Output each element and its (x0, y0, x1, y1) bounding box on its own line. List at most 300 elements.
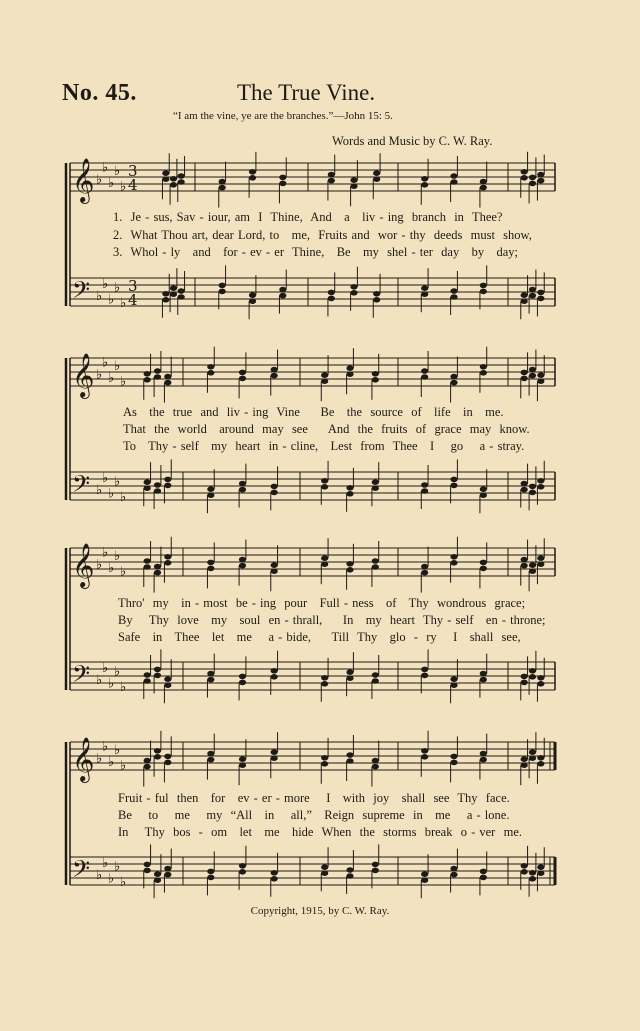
system-4-bass-clef: 𝄢 (72, 855, 91, 888)
system-2-treble-note (372, 377, 379, 383)
composer-attribution: Words and Music by C. W. Ray. (332, 134, 493, 148)
system-3-bass-note (529, 668, 536, 674)
system-1-treble-note (529, 181, 536, 187)
system-2-bass-note (271, 490, 278, 496)
system-3-bass-note (521, 674, 528, 680)
system-2-bass-note (450, 483, 457, 489)
system-3-treble-note (480, 566, 487, 572)
system-2-treble-note (154, 368, 161, 374)
system-4-bass-note (144, 868, 151, 874)
system-3-treble-note (450, 554, 457, 560)
system-4-treble-note (321, 761, 328, 767)
system-2-bass-note (372, 479, 379, 485)
system-4-bass-note (521, 869, 528, 875)
system-4-bass-note (164, 866, 171, 872)
system-1-treble-note (219, 179, 226, 185)
system-1-bass-note (350, 290, 357, 296)
system-1-treble-note (421, 182, 428, 188)
system-2-bass-note (239, 481, 246, 487)
system-3-bass-note (480, 671, 487, 677)
system-3-treble-note (421, 564, 428, 570)
system-2-treble-note (537, 378, 544, 384)
system-1-treble-note (537, 178, 544, 184)
system-1-treble-note (219, 185, 226, 191)
system-4-bass-note (321, 864, 328, 870)
system-2-treble-note (164, 374, 171, 380)
system-3-bass-flat: ♭ (96, 673, 103, 688)
system-3-bass-note (346, 675, 353, 681)
system-4-treble-note (537, 761, 544, 767)
system-4-treble-flat: ♭ (102, 739, 109, 755)
system-3-bass-note (321, 675, 328, 681)
system-4-treble-note (480, 757, 487, 763)
system-2-treble-clef: 𝄞 (72, 353, 95, 397)
system-4-bass-flat: ♭ (108, 871, 115, 887)
system-3-treble-flat: ♭ (102, 545, 109, 561)
system-2-bass-note (207, 486, 214, 492)
system-2-bass-note (164, 483, 171, 489)
system-1-bass-note (537, 290, 544, 296)
system-4-bass-note (529, 870, 536, 876)
system-4-bass-note (372, 868, 379, 874)
system-3-treble-note (529, 568, 536, 574)
system-1-treble-flat: ♭ (114, 163, 121, 179)
system-1-treble-note (162, 176, 169, 182)
system-3-treble-note (164, 560, 171, 566)
system-4-treble-note (271, 755, 278, 761)
system-4-treble-note (271, 749, 278, 755)
system-4-treble-note (450, 754, 457, 760)
system-3-bass-note (537, 681, 544, 687)
system-2-treble-flat: ♭ (102, 355, 109, 371)
system-3-treble-note (529, 562, 536, 568)
system-3-bass-note (207, 671, 214, 677)
system-2-treble-note (529, 367, 536, 373)
system-1-time-sig-top: 3 (128, 162, 138, 180)
system-1-treble-note (170, 182, 177, 188)
system-4-treble-note (346, 752, 353, 758)
system-4-bass-note (154, 871, 161, 877)
system-1-bass-note (279, 287, 286, 293)
system-2-treble-note (537, 372, 544, 378)
system-4-treble-flat: ♭ (96, 751, 103, 767)
system-2-treble-note (521, 370, 528, 376)
system-2-bass-note (372, 485, 379, 491)
copyright-notice: Copyright, 1915, by C. W. Ray. (250, 905, 390, 917)
system-2-bass-note (521, 487, 528, 493)
system-4-treble-clef: 𝄞 (72, 737, 95, 781)
system-2-bass-note (321, 478, 328, 484)
system-4-treble-note (321, 755, 328, 761)
system-2-treble-flat: ♭ (108, 371, 115, 386)
system-1-bass-note (178, 294, 185, 300)
system-3-treble-note (239, 563, 246, 569)
system-2-treble-note (271, 367, 278, 373)
lyric-line-s3-v2: By Thy love my soul en - thrall, In my heart Thy - self en - throne; (118, 613, 546, 627)
system-2-treble-note (421, 368, 428, 374)
system-4-treble-note (144, 758, 151, 764)
system-3-treble-note (144, 564, 151, 570)
system-4-bass-note (421, 871, 428, 877)
system-1-bass-flat: ♭ (96, 289, 103, 304)
system-3-bass-flat: ♭ (114, 664, 121, 680)
system-2-bass-flat: ♭ (108, 486, 115, 502)
hymn-title: The True Vine. (237, 80, 376, 105)
system-3-bass-note (271, 668, 278, 674)
system-1-bass-note (373, 291, 380, 297)
system-4-bass-note (480, 875, 487, 881)
system-2-treble-note (321, 378, 328, 384)
system-2-treble-note (346, 371, 353, 377)
system-1-bass-note (421, 291, 428, 297)
system-1-bass-note (529, 293, 536, 299)
system-2-bass-note (537, 478, 544, 484)
system-1-bass-time-top: 3 (128, 277, 138, 295)
system-3-bass-note (164, 682, 171, 688)
system-4-treble-note (480, 751, 487, 757)
system-1-bass-note (249, 298, 256, 304)
system-1-bass-note (537, 296, 544, 302)
system-4-treble-note (239, 762, 246, 768)
system-3-bass-note (321, 681, 328, 687)
system-3-bass-note (164, 676, 171, 682)
system-4-treble-note (207, 751, 214, 757)
lyric-line-s2-v3: To Thy - self my heart in - cline, Lest from Thee I go a - stray. (123, 439, 525, 453)
system-2-bass-note (239, 487, 246, 493)
system-4-bass-note (529, 876, 536, 882)
system-2-bass-flat: ♭ (96, 483, 103, 498)
system-2-treble-note (421, 374, 428, 380)
system-4-bass-note (207, 869, 214, 875)
system-3-treble-flat: ♭ (96, 557, 103, 573)
system-2-bass-note (529, 484, 536, 490)
system-2-bass-flat: ♭ (120, 490, 127, 505)
system-3-bass-note (144, 678, 151, 684)
system-3-treble-note (144, 558, 151, 564)
system-1-treble-flat: ♭ (108, 176, 115, 191)
system-1-bass-note (480, 283, 487, 289)
hymn-number: No. 45. (62, 80, 137, 106)
system-2-bass-note (421, 488, 428, 494)
system-4-treble-flat: ♭ (120, 758, 127, 774)
system-3-treble-note (321, 561, 328, 567)
system-2-treble-note (346, 365, 353, 371)
system-3-treble-note (239, 557, 246, 563)
system-1-bass-note (162, 297, 169, 303)
system-2-bass-note (154, 488, 161, 494)
system-1-bass-note (521, 292, 528, 298)
system-3-bass-note (529, 674, 536, 680)
system-1-treble-note (178, 173, 185, 179)
system-1-bass-note (373, 297, 380, 303)
system-3-bass-note (450, 676, 457, 682)
system-2-treble-note (164, 380, 171, 386)
system-1-treble-note (279, 175, 286, 181)
system-4-treble-flat: ♭ (108, 755, 115, 770)
system-4-treble-note (144, 764, 151, 770)
system-1-bass-flat: ♭ (120, 296, 127, 311)
system-1-treble-note (350, 183, 357, 189)
system-3-bass-flat: ♭ (108, 676, 115, 692)
system-4-bass-note (271, 876, 278, 882)
system-1-bass-time-bottom: 4 (128, 291, 138, 309)
system-1-treble-note (480, 185, 487, 191)
lyric-line-s1-v3: 3. Whol - ly and for - ev - er Thine, Be my shel - ter day by day; (113, 245, 518, 259)
system-3-treble-flat: ♭ (108, 561, 115, 576)
system-1-treble-note (529, 175, 536, 181)
lyric-line-s1-v1: 1. Je - sus, Sav - iour, am I Thine, And a liv - ing branch in Thee? (113, 210, 503, 224)
system-2-bass-note (144, 485, 151, 491)
lyric-line-s3-v1: Thro' my in - most be - ing pour Full - ness of Thy wondrous grace; (118, 596, 526, 610)
system-4-treble-note (346, 758, 353, 764)
system-3-treble-note (537, 555, 544, 561)
system-3-treble-flat: ♭ (120, 564, 127, 580)
system-2-bass-note (144, 479, 151, 485)
system-2-bass-note (529, 490, 536, 496)
system-1-bass-note (219, 289, 226, 295)
system-1-treble-note (480, 179, 487, 185)
system-1-bass-flat: ♭ (108, 292, 115, 308)
system-1-treble-note (373, 170, 380, 176)
system-3-bass-note (207, 677, 214, 683)
system-4-treble-note (164, 754, 171, 760)
system-2-treble-note (521, 376, 528, 382)
system-2-treble-note (480, 370, 487, 376)
system-3-bass-note (271, 674, 278, 680)
lyric-line-s2-v1: As the true and liv - ing Vine Be the source of life in me. (123, 405, 504, 419)
system-4-treble-note (239, 756, 246, 762)
system-2-bass-note (450, 477, 457, 483)
system-1-bass-note (162, 291, 169, 297)
lyric-line-s4-v2: Be to me my “All in all,” Reign supreme in me a - lone. (118, 808, 510, 822)
system-1-treble-note (450, 179, 457, 185)
system-2-treble-note (372, 371, 379, 377)
system-4-bass-note (521, 863, 528, 869)
system-3-treble-flat: ♭ (114, 548, 121, 564)
system-4-bass-note (421, 877, 428, 883)
system-1-treble-note (279, 181, 286, 187)
system-1-time-sig-bottom: 4 (128, 176, 138, 194)
system-3-bass-note (372, 678, 379, 684)
system-4-bass-note (154, 877, 161, 883)
system-1-treble-flat: ♭ (120, 179, 127, 195)
system-4-treble-note (154, 748, 161, 754)
system-3-bass-note (239, 680, 246, 686)
system-2-bass-note (346, 485, 353, 491)
system-2-bass-note (321, 484, 328, 490)
system-4-treble-note (372, 758, 379, 764)
system-2-bass-note (421, 482, 428, 488)
system-3-treble-note (537, 561, 544, 567)
system-3-treble-note (321, 555, 328, 561)
system-2-treble-note (239, 370, 246, 376)
system-4-bass-note (207, 875, 214, 881)
system-3-treble-clef: 𝄞 (72, 543, 95, 587)
system-4-bass-note (450, 872, 457, 878)
system-1-treble-note (350, 177, 357, 183)
system-4-bass-note (321, 870, 328, 876)
system-4-bass-note (450, 866, 457, 872)
system-1-treble-note (249, 169, 256, 175)
system-3-treble-note (154, 564, 161, 570)
system-2-bass-clef: 𝄢 (72, 470, 91, 503)
system-4-bass-note (239, 869, 246, 875)
system-1-bass-note (249, 292, 256, 298)
system-4-treble-note (529, 755, 536, 761)
system-2-treble-note (450, 380, 457, 386)
system-4-treble-note (521, 762, 528, 768)
system-4-treble-note (372, 764, 379, 770)
system-3-treble-note (480, 560, 487, 566)
system-2-bass-note (480, 486, 487, 492)
system-4-bass-note (372, 862, 379, 868)
system-1-treble-note (421, 176, 428, 182)
system-4-treble-note (537, 755, 544, 761)
system-4-bass-flat: ♭ (114, 859, 121, 875)
system-2-bass-note (537, 484, 544, 490)
system-2-treble-note (529, 373, 536, 379)
system-1-bass-note (219, 283, 226, 289)
system-4-treble-note (521, 756, 528, 762)
system-1-treble-flat: ♭ (102, 160, 109, 176)
system-4-bass-flat: ♭ (96, 868, 103, 883)
system-1-bass-note (480, 289, 487, 295)
system-3-treble-note (346, 561, 353, 567)
system-1-bass-note (350, 284, 357, 290)
system-1-treble-note (249, 175, 256, 181)
system-3-bass-note (421, 667, 428, 673)
system-3-bass-note (239, 674, 246, 680)
system-2-treble-note (207, 364, 214, 370)
system-2-bass-note (521, 481, 528, 487)
system-1-treble-note (450, 173, 457, 179)
system-4-treble-note (529, 749, 536, 755)
system-3-bass-clef: 𝄢 (72, 660, 91, 693)
system-1-bass-note (279, 293, 286, 299)
system-2-bass-note (207, 492, 214, 498)
system-2-treble-note (321, 372, 328, 378)
system-2-bass-note (346, 491, 353, 497)
system-1-bass-clef: 𝄢 (72, 276, 91, 309)
system-2-bass-note (271, 484, 278, 490)
system-4-treble-note (450, 760, 457, 766)
system-4-bass-note (346, 867, 353, 873)
system-2-treble-note (480, 364, 487, 370)
system-3-bass-note (450, 682, 457, 688)
system-1-treble-note (328, 178, 335, 184)
system-1-bass-note (328, 290, 335, 296)
system-2-treble-flat: ♭ (120, 374, 127, 390)
system-4-bass-flat: ♭ (120, 875, 127, 890)
system-1-treble-note (373, 176, 380, 182)
system-3-bass-flat: ♭ (102, 660, 109, 676)
system-1-bass-note (421, 285, 428, 291)
system-2-treble-note (239, 376, 246, 382)
system-3-treble-note (154, 570, 161, 576)
system-2-treble-note (144, 371, 151, 377)
system-4-treble-note (421, 748, 428, 754)
system-4-bass-note (537, 870, 544, 876)
system-1-bass-note (178, 288, 185, 294)
system-3-treble-note (521, 563, 528, 569)
system-4-bass-note (537, 864, 544, 870)
system-2-bass-note (164, 477, 171, 483)
system-3-bass-note (144, 672, 151, 678)
system-3-treble-note (421, 570, 428, 576)
system-1-treble-note (537, 172, 544, 178)
system-2-treble-note (154, 374, 161, 380)
system-2-bass-flat: ♭ (114, 474, 121, 490)
system-1-bass-note (170, 285, 177, 291)
system-1-treble-note (328, 172, 335, 178)
system-1-treble-note (521, 169, 528, 175)
system-3-bass-note (521, 680, 528, 686)
system-3-bass-note (154, 667, 161, 673)
system-1-treble-note (170, 176, 177, 182)
system-3-bass-note (421, 673, 428, 679)
system-3-bass-note (372, 672, 379, 678)
system-1-bass-note (521, 298, 528, 304)
system-2-bass-flat: ♭ (102, 470, 109, 486)
system-3-bass-note (480, 677, 487, 683)
system-2-treble-flat: ♭ (114, 358, 121, 374)
system-1-treble-flat: ♭ (96, 172, 103, 188)
system-1-treble-note (521, 175, 528, 181)
system-4-bass-note (164, 872, 171, 878)
system-3-treble-note (271, 568, 278, 574)
system-3-bass-note (537, 675, 544, 681)
system-2-bass-note (480, 492, 487, 498)
system-3-treble-note (164, 554, 171, 560)
lyric-line-s2-v2: That the world around may see And the fruits of grace may know. (123, 422, 530, 436)
system-1-bass-note (170, 291, 177, 297)
system-1-bass-note (328, 296, 335, 302)
lyric-line-s1-v2: 2. What Thou art, dear Lord, to me, Fruits and wor - thy deeds must show, (113, 228, 532, 242)
system-4-bass-note (144, 862, 151, 868)
system-3-treble-note (207, 566, 214, 572)
system-3-bass-flat: ♭ (120, 680, 127, 695)
system-2-bass-note (154, 482, 161, 488)
system-4-treble-flat: ♭ (114, 742, 121, 758)
system-1-treble-note (178, 179, 185, 185)
system-4-treble-note (154, 754, 161, 760)
lyric-line-s3-v3: Safe in Thee let me a - bide, Till Thy glo - ry I shall see, (118, 630, 521, 644)
system-2-treble-note (271, 373, 278, 379)
scripture-epigraph: “I am the vine, ye are the branches.”—John 15: 5. (173, 110, 393, 122)
system-3-treble-note (372, 558, 379, 564)
system-1-bass-flat: ♭ (102, 276, 109, 292)
system-1-treble-clef: 𝄞 (72, 158, 95, 202)
system-4-bass-note (346, 873, 353, 879)
lyric-line-s4-v1: Fruit - ful then for ev - er - more I with joy shall see Thy face. (118, 791, 510, 805)
system-4-treble-note (207, 757, 214, 763)
system-4-bass-note (480, 869, 487, 875)
system-3-bass-note (346, 669, 353, 675)
system-4-bass-flat: ♭ (102, 855, 109, 871)
system-1-bass-note (529, 287, 536, 293)
system-4-bass-note (271, 870, 278, 876)
system-2-treble-note (144, 377, 151, 383)
system-2-treble-flat: ♭ (96, 367, 103, 383)
system-4-bass-note (239, 863, 246, 869)
system-3-treble-note (521, 557, 528, 563)
system-4-treble-note (164, 760, 171, 766)
system-1-bass-flat: ♭ (114, 280, 121, 296)
system-3-treble-note (450, 560, 457, 566)
system-3-treble-note (346, 567, 353, 573)
system-3-treble-note (207, 560, 214, 566)
system-4-treble-note (421, 754, 428, 760)
